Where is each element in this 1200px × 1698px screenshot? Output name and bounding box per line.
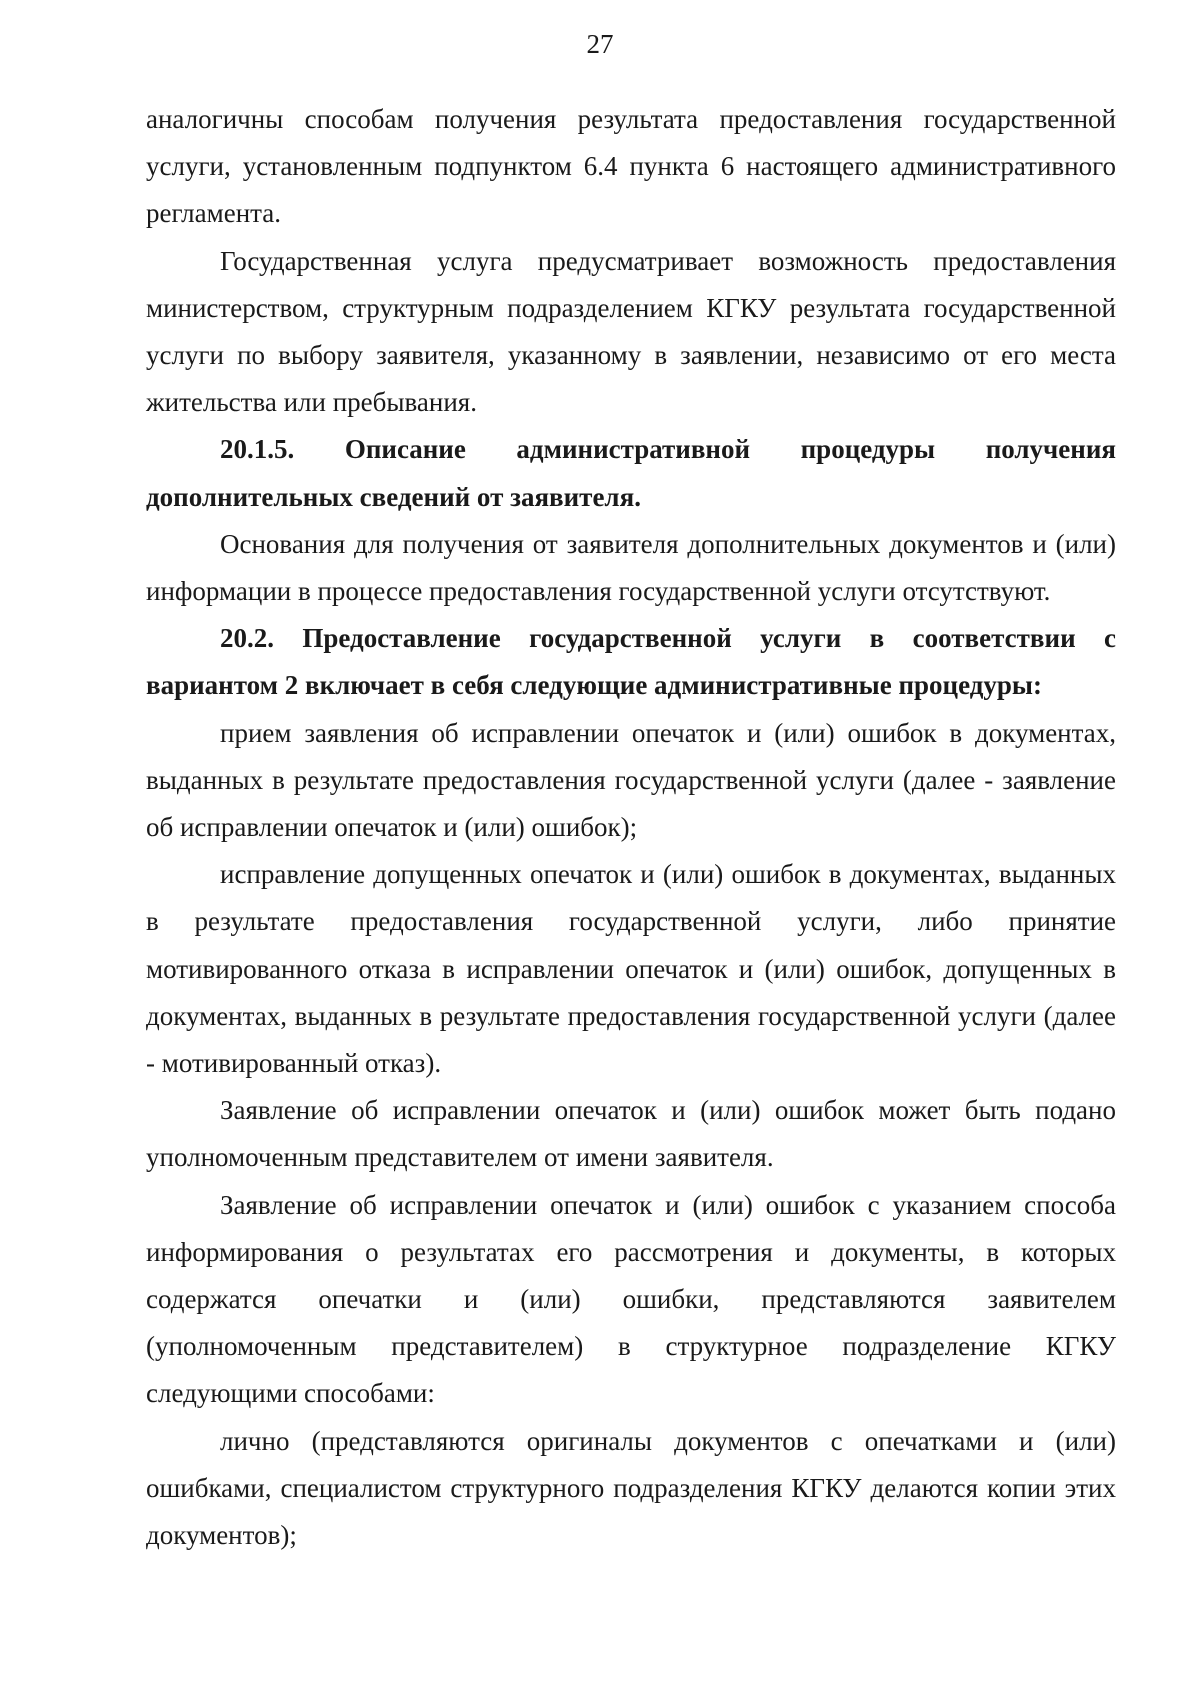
list-paragraph: исправление допущенных опечаток и (или) ошибок в документах, выданных в результате предоставления государственной услуги, либо принятие мотивированного отказа в исправлении опечаток и (или) ошибок, допущенных в документах, выданных в результате предоставления государственной услуги (далее - мотивированный отказ). bbox=[146, 859, 1116, 1079]
list-paragraph: прием заявления об исправлении опечаток и (или) ошибок в документах, выданных в результате предоставления государственной услуги (далее - заявление об исправлении опечаток и (или) ошибок); bbox=[146, 717, 1116, 843]
paragraph: Основания для получения от заявителя дополнительных документов и (или) информации в процессе предоставления государственной услуги отсутствуют. bbox=[146, 528, 1116, 607]
page-number: 27 bbox=[586, 29, 614, 59]
section-heading: 20.2. Предоставление государственной услуги в соответствии с вариантом 2 включает в себя следующие административные процедуры: bbox=[146, 623, 1116, 701]
paragraph: Государственная услуга предусматривает возможность предоставления министерством, структурным подразделением КГКУ результата государственной услуги по выбору заявителя, указанному в заявлении, независимо от его места жительства или пребывания. bbox=[146, 245, 1116, 418]
section-heading: 20.1.5. Описание административной процедуры получения дополнительных сведений от заявителя. bbox=[146, 434, 1116, 512]
paragraph: аналогичны способам получения результата предоставления государственной услуги, установленным подпунктом 6.4 пункта 6 настоящего административного регламента. bbox=[146, 104, 1116, 229]
paragraph: Заявление об исправлении опечаток и (или) ошибок может быть подано уполномоченным представителем от имени заявителя. bbox=[146, 1095, 1116, 1173]
list-paragraph: лично (представляются оригиналы документов с опечатками и (или) ошибками, специалистом структурного подразделения КГКУ делаются копии этих документов); bbox=[146, 1425, 1116, 1551]
paragraph: Заявление об исправлении опечаток и (или) ошибок с указанием способа информирования о результатах его рассмотрения и документы, в которых содержатся опечатки и (или) ошибки, представляются заявителем (уполномоченным представителем) в структурное подразделение КГКУ следующими способами: bbox=[146, 1189, 1116, 1409]
document-body bbox=[146, 96, 1116, 1559]
